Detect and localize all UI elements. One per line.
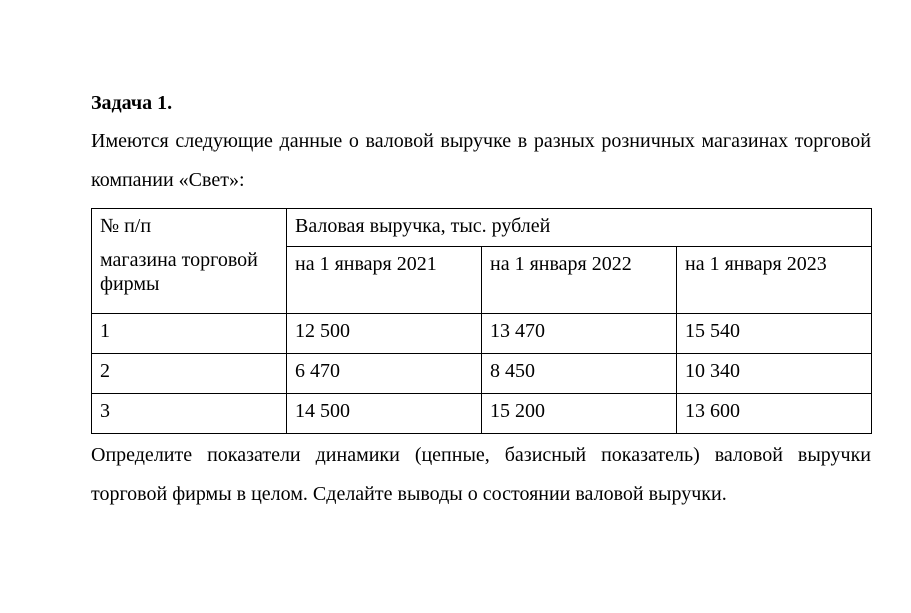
header-store-number-line2: магазина торговой фирмы xyxy=(100,249,258,295)
task-conclusion: Определите показатели динамики (цепные, базисный показатель) валовой выручки торговой фирмы в целом. Сделайте выводы о состоянии валовой выручки. xyxy=(91,444,871,505)
header-store-number xyxy=(92,209,287,314)
header-date-2022: на 1 января 2022 xyxy=(482,247,677,314)
task-intro: Имеются следующие данные о валовой выручке в разных розничных магазинах торговой компании «Свет»: xyxy=(91,130,871,191)
revenue-cell: 14 500 xyxy=(287,394,482,434)
revenue-cell: 12 500 xyxy=(287,314,482,354)
table-row xyxy=(92,354,872,394)
revenue-cell: 8 450 xyxy=(482,354,677,394)
revenue-cell: 13 470 xyxy=(482,314,677,354)
revenue-cell: 13 600 xyxy=(677,394,872,434)
store-id: 3 xyxy=(92,394,287,434)
header-store-number-line1: № п/п xyxy=(100,215,152,237)
header-date-2021: на 1 января 2021 xyxy=(287,247,482,314)
header-gross-revenue: Валовая выручка, тыс. рублей xyxy=(287,209,872,247)
store-id: 1 xyxy=(92,314,287,354)
table-header-row xyxy=(92,209,872,247)
table-row xyxy=(92,394,872,434)
header-date-2023: на 1 января 2023 xyxy=(677,247,872,314)
table-row xyxy=(92,314,872,354)
revenue-cell: 10 340 xyxy=(677,354,872,394)
document-page xyxy=(91,84,871,514)
store-id: 2 xyxy=(92,354,287,394)
revenue-table xyxy=(91,208,872,434)
task-title: Задача 1. xyxy=(91,92,173,114)
revenue-cell: 15 540 xyxy=(677,314,872,354)
revenue-cell: 6 470 xyxy=(287,354,482,394)
revenue-cell: 15 200 xyxy=(482,394,677,434)
